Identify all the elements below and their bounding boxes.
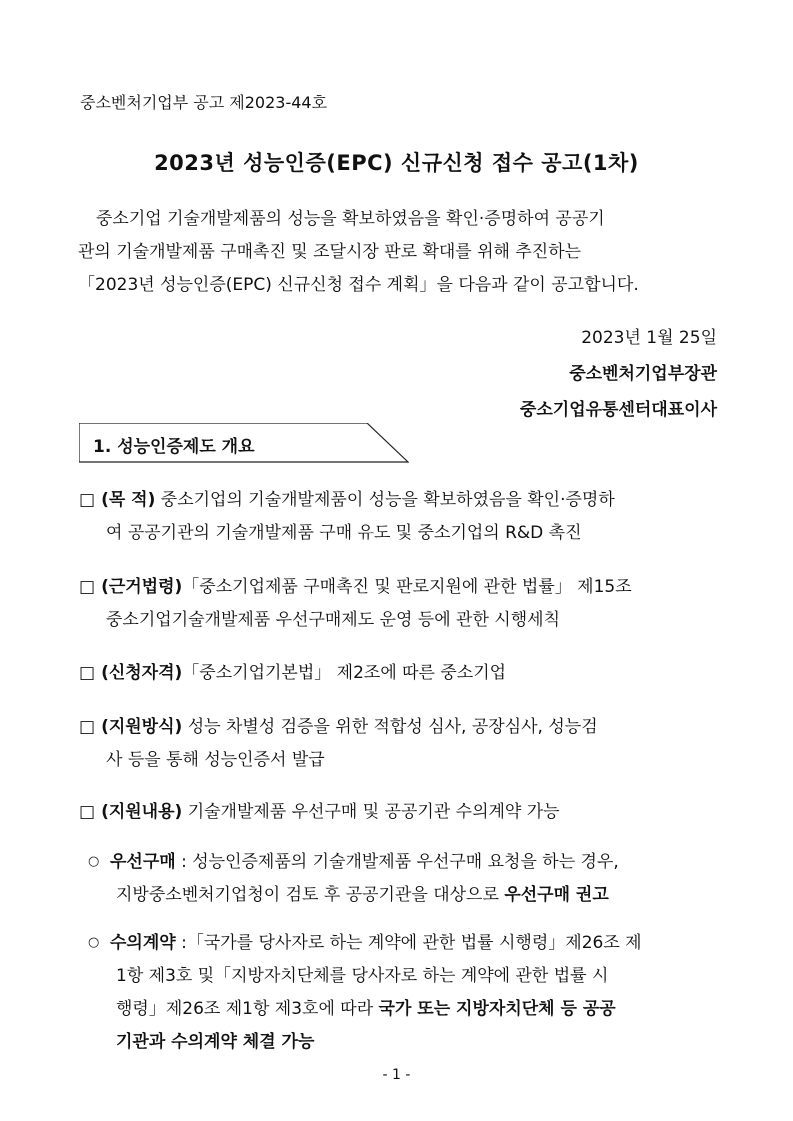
signoff-minister: 중소벤처기업부장관 [569, 364, 717, 384]
subitem-private-contract-line-4: 기관과 수의계약 체결 가능 [116, 1032, 315, 1052]
item-support-method-label: (지원방식) [101, 717, 183, 737]
item-support-method-line-1: □ (지원방식) 성능 차별성 검증을 위한 적합성 심사, 공장심사, 성능검 [79, 717, 598, 737]
item-support-content-label: (지원내용) [101, 802, 183, 822]
signoff-ceo: 중소기업유통센터대표이사 [519, 400, 717, 420]
intro-line-2: 관의 기술개발제품 구매촉진 및 조달시장 판로 확대를 위해 추진하는 [78, 242, 582, 262]
subitem-priority-purchase [88, 845, 720, 912]
checkbox-square-icon: □ [79, 663, 96, 683]
signoff-block [520, 320, 717, 428]
item-support-content-line-1: □ (지원내용) 기술개발제품 우선구매 및 공공기관 수의계약 가능 [79, 802, 560, 822]
checkbox-square-icon: □ [79, 577, 96, 597]
signoff-date: 2023년 1월 25일 [581, 328, 717, 348]
item-purpose-line-1: □ (목 적) 중소기업의 기술개발제품이 성능을 확보하였음을 확인·증명하 [79, 490, 615, 510]
subitem-private-contract-label: 수의계약 [110, 933, 176, 953]
item-purpose [79, 484, 719, 550]
item-eligibility-label: (신청자격) [101, 663, 183, 683]
item-purpose-line-2: 여 공공기관의 기술개발제품 구매 유도 및 중소기업의 R&D 촉진 [106, 523, 582, 543]
item-legal-basis-label: (근거법령) [101, 577, 183, 597]
subitem-priority-purchase-label: 우선구매 [110, 852, 176, 872]
item-support-content [79, 796, 719, 829]
section-heading-box [79, 423, 409, 463]
checkbox-square-icon: □ [79, 717, 96, 737]
item-support-method [79, 711, 719, 777]
item-legal-basis-line-1: □ (근거법령)「중소기업제품 구매촉진 및 판로지원에 관한 법률」 제15조 [79, 577, 632, 597]
intro-line-3: 「2023년 성능인증(EPC) 신규신청 접수 계획」을 다음과 같이 공고합니다. [78, 275, 639, 295]
subitem-private-contract-line-3: 행령」제26조 제1항 제3호에 따라 국가 또는 지방자치단체 등 공공 [116, 999, 616, 1019]
subitem-private-contract-line-2: 1항 제3호 및「지방자치단체를 당사자로 하는 계약에 관한 법률 시 [116, 966, 609, 986]
item-legal-basis [79, 571, 719, 637]
subitem-priority-purchase-line-1: ○ 우선구매 : 성능인증제품의 기술개발제품 우선구매 요청을 하는 경우, [88, 845, 720, 879]
intro-paragraph [78, 203, 718, 302]
notice-number: 중소벤처기업부 공고 제2023-44호 [80, 93, 328, 112]
item-legal-basis-line-2: 중소기업기술개발제품 우선구매제도 운영 등에 관한 시행세칙 [106, 610, 560, 630]
item-support-method-line-2: 사 등을 통해 성능인증서 발급 [106, 750, 325, 770]
document-title: 2023년 성능인증(EPC) 신규신청 접수 공고(1차) [154, 151, 639, 175]
circle-bullet-icon: ○ [88, 854, 100, 869]
checkbox-square-icon: □ [79, 490, 96, 510]
circle-bullet-icon: ○ [88, 935, 100, 950]
subitem-priority-purchase-line-2: 지방중소벤처기업청이 검토 후 공공기관을 대상으로 우선구매 권고 [116, 885, 609, 905]
intro-line-1: 중소기업 기술개발제품의 성능을 확보하였음을 확인·증명하여 공공기 [96, 209, 605, 229]
item-eligibility [79, 657, 719, 690]
checkbox-square-icon: □ [79, 802, 96, 822]
section-heading-title: 1. 성능인증제도 개요 [93, 437, 255, 457]
item-purpose-label: (목 적) [101, 490, 156, 510]
subitem-private-contract-line-1: ○ 수의계약 :「국가를 당사자로 하는 계약에 관한 법률 시행령」제26조 제 [88, 926, 720, 960]
item-eligibility-line-1: □ (신청자격)「중소기업기본법」 제2조에 따른 중소기업 [79, 663, 507, 683]
page-number: - 1 - [382, 1067, 411, 1083]
subitem-private-contract [88, 926, 720, 1059]
